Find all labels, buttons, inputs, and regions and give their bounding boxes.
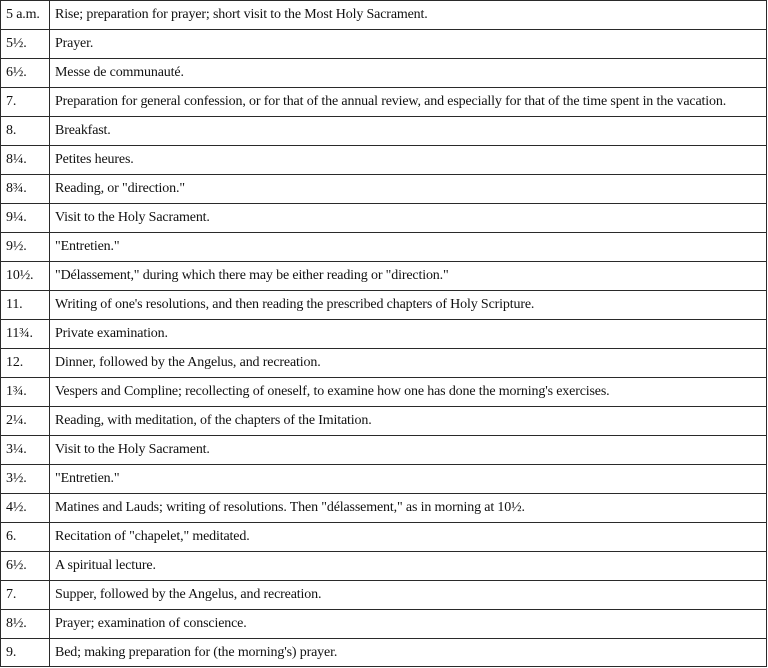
time-cell: 9¼. [1,204,50,233]
table-row [1,233,767,262]
activity-cell: Matines and Lauds; writing of resolutions. Then "délassement," as in morning at 10½. [50,494,767,523]
time-cell: 9½. [1,233,50,262]
table-row [1,639,767,667]
time-cell: 4½. [1,494,50,523]
activity-cell: Petites heures. [50,146,767,175]
time-cell: 10½. [1,262,50,291]
time-cell: 11¾. [1,320,50,349]
table-row [1,59,767,88]
time-cell: 2¼. [1,407,50,436]
table-row [1,436,767,465]
activity-cell: "Entretien." [50,465,767,494]
time-cell: 3¼. [1,436,50,465]
table-row [1,552,767,581]
table-row [1,581,767,610]
activity-cell: "Entretien." [50,233,767,262]
time-cell: 7. [1,581,50,610]
activity-cell: Breakfast. [50,117,767,146]
time-cell: 6. [1,523,50,552]
activity-cell: Reading, with meditation, of the chapters of the Imitation. [50,407,767,436]
table-row [1,146,767,175]
table-row [1,349,767,378]
table-row [1,610,767,639]
table-row [1,320,767,349]
activity-cell: "Délassement," during which there may be either reading or "direction." [50,262,767,291]
table-row [1,30,767,59]
activity-cell: Bed; making preparation for (the morning's) prayer. [50,639,767,667]
table-row [1,262,767,291]
activity-cell: Dinner, followed by the Angelus, and recreation. [50,349,767,378]
time-cell: 7. [1,88,50,117]
activity-cell: Supper, followed by the Angelus, and recreation. [50,581,767,610]
time-cell: 1¾. [1,378,50,407]
activity-cell: Private examination. [50,320,767,349]
table-row [1,175,767,204]
activity-cell: Recitation of "chapelet," meditated. [50,523,767,552]
table-row [1,523,767,552]
time-cell: 5 a.m. [1,1,50,30]
table-row [1,1,767,30]
time-cell: 11. [1,291,50,320]
time-cell: 6½. [1,59,50,88]
activity-cell: Visit to the Holy Sacrament. [50,436,767,465]
time-cell: 9. [1,639,50,667]
activity-cell: Rise; preparation for prayer; short visit to the Most Holy Sacrament. [50,1,767,30]
table-row [1,494,767,523]
activity-cell: Vespers and Compline; recollecting of oneself, to examine how one has done the morning's exercises. [50,378,767,407]
activity-cell: Messe de communauté. [50,59,767,88]
time-cell: 3½. [1,465,50,494]
activity-cell: Writing of one's resolutions, and then reading the prescribed chapters of Holy Scripture. [50,291,767,320]
activity-cell: Prayer; examination of conscience. [50,610,767,639]
table-row [1,88,767,117]
time-cell: 12. [1,349,50,378]
table-row [1,117,767,146]
time-cell: 5½. [1,30,50,59]
activity-cell: A spiritual lecture. [50,552,767,581]
table-row [1,378,767,407]
schedule-table-body [1,1,767,667]
time-cell: 8½. [1,610,50,639]
activity-cell: Preparation for general confession, or for that of the annual review, and especially for that of the time spent in the vacation. [50,88,767,117]
activity-cell: Visit to the Holy Sacrament. [50,204,767,233]
time-cell: 6½. [1,552,50,581]
activity-cell: Reading, or "direction." [50,175,767,204]
time-cell: 8¾. [1,175,50,204]
table-row [1,407,767,436]
table-row [1,291,767,320]
table-row [1,465,767,494]
activity-cell: Prayer. [50,30,767,59]
table-row [1,204,767,233]
time-cell: 8. [1,117,50,146]
time-cell: 8¼. [1,146,50,175]
